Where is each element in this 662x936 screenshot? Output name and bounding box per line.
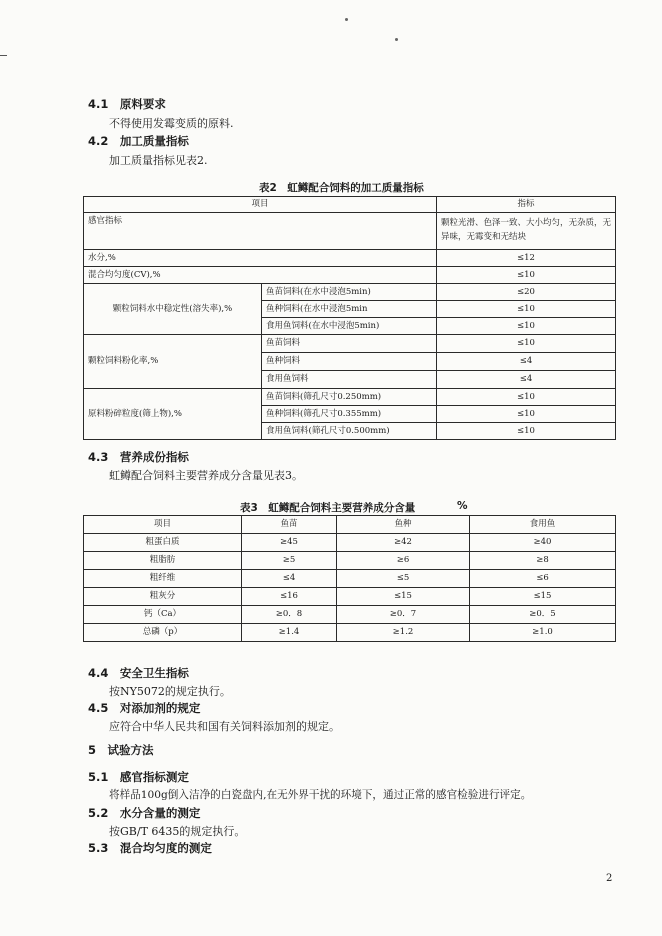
table3-cell: ≥1.0 <box>470 624 616 642</box>
table3-row <box>84 624 616 642</box>
table3-header-table-fish: 食用鱼 <box>470 516 616 534</box>
table3-header-fingerling: 鱼种 <box>337 516 470 534</box>
table2-header-row <box>84 197 616 213</box>
table2-stability-sub: 鱼苗饲料(在水中浸泡5min) <box>262 284 437 301</box>
section-4-2-heading: 4.2 加工质量指标 <box>88 134 189 148</box>
table3-row <box>84 588 616 606</box>
table2-moisture-label: 水分,% <box>84 250 437 267</box>
table3-cell: ≤4 <box>242 570 337 588</box>
table2-fineness-value: ≤10 <box>437 406 616 423</box>
table3-cell: ≤16 <box>242 588 337 606</box>
table3-cell: 粗灰分 <box>84 588 242 606</box>
table2-pulverization-value: ≤4 <box>437 371 616 389</box>
scan-edge-mark <box>0 55 7 56</box>
section-4-1-heading: 4.1 原料要求 <box>88 97 166 111</box>
table3-cell: ≤15 <box>337 588 470 606</box>
table3-cell: ≤5 <box>337 570 470 588</box>
table2-fineness-value: ≤10 <box>437 389 616 406</box>
table2-pulverization-sub: 食用鱼饲料 <box>262 371 437 389</box>
table2-pulverization-label: 颗粒饲料粉化率,% <box>84 335 262 389</box>
table2-row <box>84 389 616 406</box>
table2-fineness-sub: 鱼种饲料(筛孔尺寸0.355mm) <box>262 406 437 423</box>
scan-speck <box>395 38 398 41</box>
table3-cell: ≥8 <box>470 552 616 570</box>
table3-header-item: 项目 <box>84 516 242 534</box>
table3-header-row <box>84 516 616 534</box>
table2-fineness-value: ≤10 <box>437 423 616 440</box>
section-5-heading: 5 试验方法 <box>88 743 154 757</box>
table2-stability-sub: 食用鱼饲料(在水中浸泡5min) <box>262 318 437 335</box>
table3-header-fry: 鱼苗 <box>242 516 337 534</box>
section-4-3-text: 虹鳟配合饲料主要营养成分含量见表3。 <box>109 469 303 482</box>
section-4-1-text: 不得使用发霉变质的原料. <box>109 117 234 130</box>
table2-fineness-sub: 鱼苗饲料(筛孔尺寸0.250mm) <box>262 389 437 406</box>
table3-cell: ≥0．8 <box>242 606 337 624</box>
table3 <box>83 515 616 642</box>
table3-cell: ≥0．5 <box>470 606 616 624</box>
table3-cell: ≥1.4 <box>242 624 337 642</box>
table2-pulverization-sub: 鱼苗饲料 <box>262 335 437 353</box>
table3-unit: % <box>457 500 468 512</box>
table2-sensory-value: 颗粒光滑、色泽一致、大小均匀，无杂质，无异味，无霉变和无结块 <box>437 213 616 250</box>
table2-mixing-value: ≤10 <box>437 267 616 284</box>
table2-pulverization-value: ≤10 <box>437 335 616 353</box>
table2 <box>83 196 616 440</box>
table3-cell: ≥42 <box>337 534 470 552</box>
table3-cell: 钙（Ca） <box>84 606 242 624</box>
page-number: 2 <box>606 873 613 884</box>
table3-cell: ≥0．7 <box>337 606 470 624</box>
section-5-1-text: 将样品100g倒入洁净的白瓷盘内,在无外界干扰的环境下，通过正常的感官检验进行评定。 <box>109 789 532 801</box>
table3-cell: ≥6 <box>337 552 470 570</box>
table2-fineness-sub: 食用鱼饲料(筛孔尺寸0.500mm) <box>262 423 437 440</box>
table2-row <box>84 335 616 353</box>
table3-cell: 总磷（p） <box>84 624 242 642</box>
table2-header-indicator: 指标 <box>437 197 616 213</box>
section-5-1-heading: 5.1 感官指标测定 <box>88 770 189 784</box>
table3-row <box>84 570 616 588</box>
table2-mixing-label: 混合均匀度(CV),% <box>84 267 437 284</box>
table2-pulverization-sub: 鱼种饲料 <box>262 353 437 371</box>
section-5-2-heading: 5.2 水分含量的测定 <box>88 806 201 820</box>
table3-cell: 粗纤维 <box>84 570 242 588</box>
table2-stability-label: 颗粒饲料水中稳定性(溶失率),% <box>84 284 262 335</box>
table2-fineness-label: 原料粉碎粒度(筛上物),% <box>84 389 262 440</box>
table3-cell: ≥5 <box>242 552 337 570</box>
scan-speck <box>345 18 348 21</box>
table2-row-mixing <box>84 267 616 284</box>
section-5-3-heading: 5.3 混合均匀度的测定 <box>88 841 212 855</box>
table2-stability-value: ≤20 <box>437 284 616 301</box>
table3-row <box>84 552 616 570</box>
section-4-5-text: 应符合中华人民共和国有关饲料添加剂的规定。 <box>109 720 340 733</box>
table2-moisture-value: ≤12 <box>437 250 616 267</box>
section-4-4-text: 按NY5072的规定执行。 <box>109 685 231 698</box>
table2-sensory-label: 感官指标 <box>84 213 437 250</box>
table2-row-sensory <box>84 213 616 250</box>
table2-stability-sub: 鱼种饲料(在水中浸泡5min <box>262 301 437 318</box>
table3-row <box>84 534 616 552</box>
table3-cell: ≥1.2 <box>337 624 470 642</box>
table2-caption: 表2 虹鳟配合饲料的加工质量指标 <box>259 182 424 194</box>
table2-stability-value: ≤10 <box>437 301 616 318</box>
table2-stability-value: ≤10 <box>437 318 616 335</box>
table3-row <box>84 606 616 624</box>
table2-header-item: 项目 <box>84 197 437 213</box>
section-4-5-heading: 4.5 对添加剂的规定 <box>88 701 201 715</box>
table2-row <box>84 284 616 301</box>
table3-caption: 表3 虹鳟配合饲料主要营养成分含量 <box>240 502 416 514</box>
table3-cell: 粗蛋白质 <box>84 534 242 552</box>
table2-pulverization-value: ≤4 <box>437 353 616 371</box>
section-5-2-text: 按GB/T 6435的规定执行。 <box>109 825 246 838</box>
table3-cell: ≤6 <box>470 570 616 588</box>
table2-row-moisture <box>84 250 616 267</box>
section-4-3-heading: 4.3 营养成份指标 <box>88 450 189 464</box>
table3-cell: ≥40 <box>470 534 616 552</box>
section-4-4-heading: 4.4 安全卫生指标 <box>88 666 189 680</box>
table3-cell: ≥45 <box>242 534 337 552</box>
table3-cell: 粗脂肪 <box>84 552 242 570</box>
section-4-2-text: 加工质量指标见表2. <box>109 154 208 167</box>
table3-cell: ≤15 <box>470 588 616 606</box>
